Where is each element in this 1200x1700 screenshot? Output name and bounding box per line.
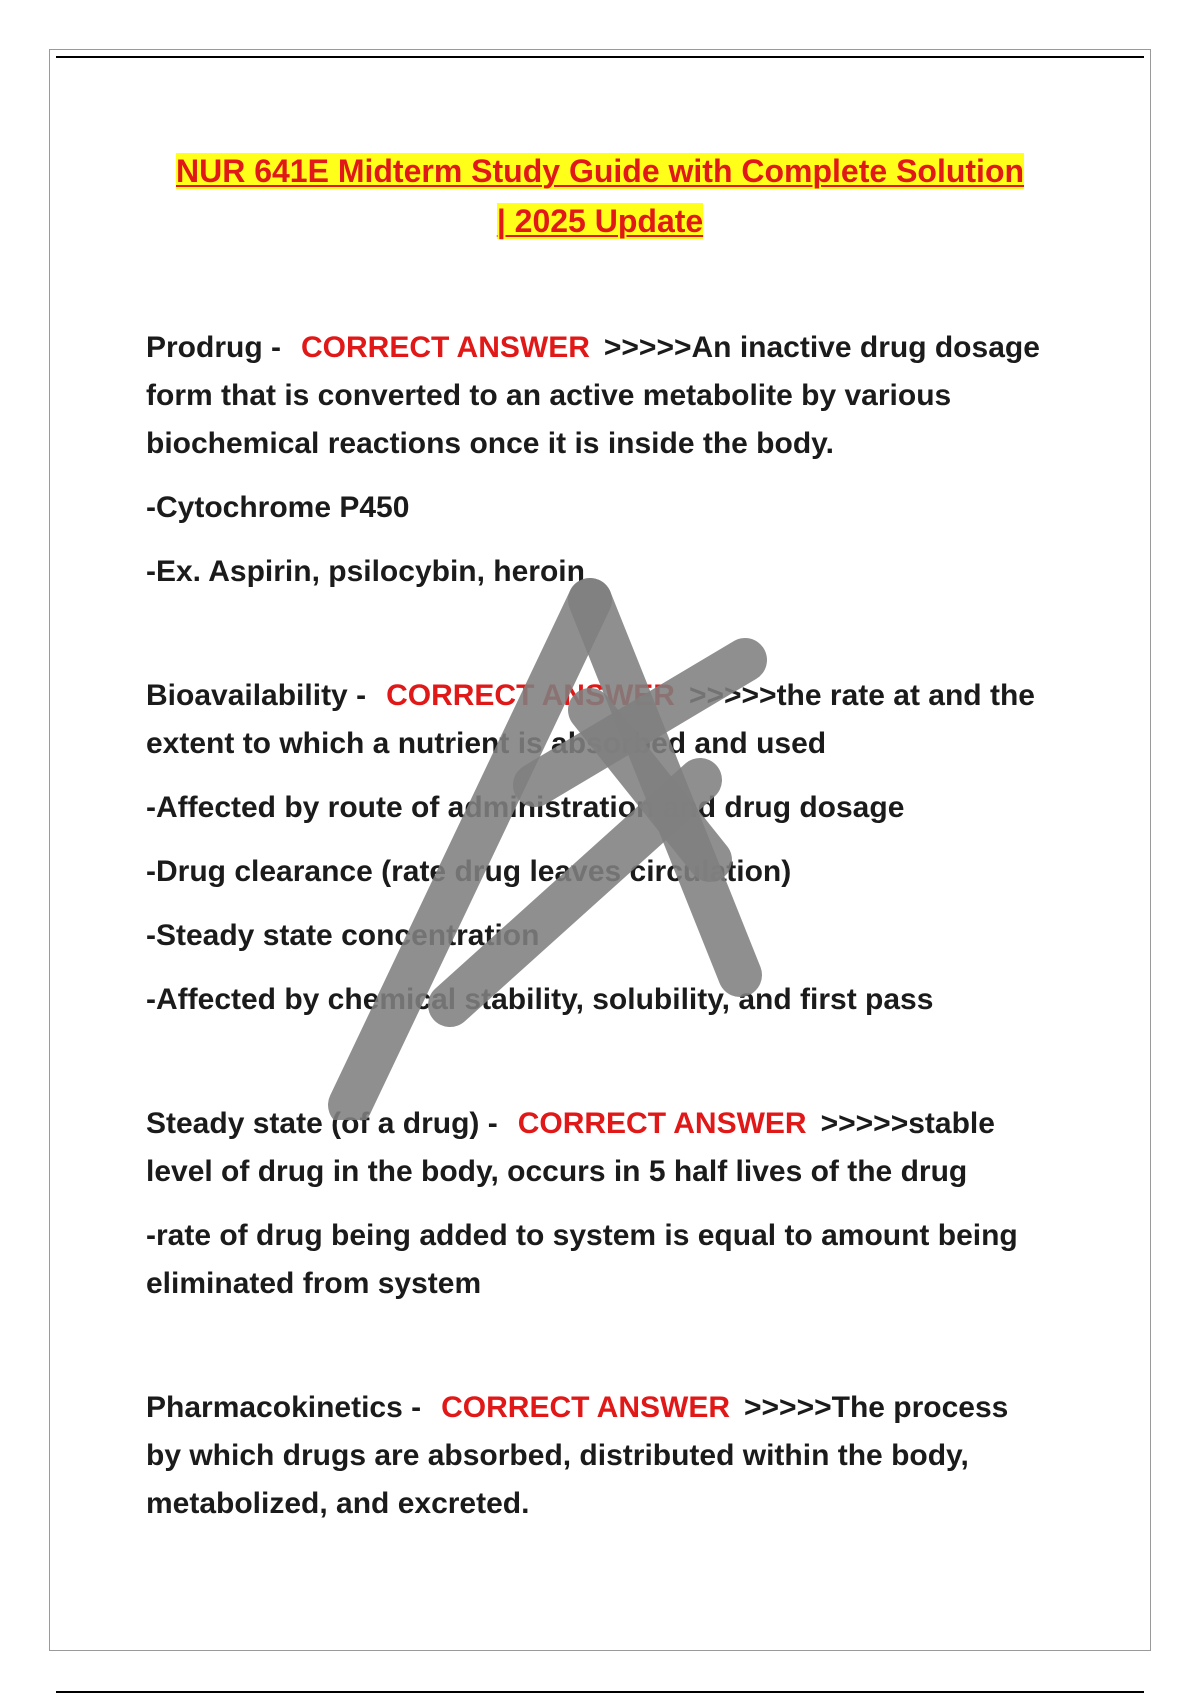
- note: -Affected by route of administration and drug dosage: [146, 791, 905, 824]
- note: -Cytochrome P450: [146, 491, 410, 524]
- top-rule: [56, 56, 1144, 58]
- term: Bioavailability -: [146, 679, 367, 712]
- note: -Drug clearance (rate drug leaves circulation): [146, 855, 792, 888]
- definition: >>>>>the rate at and the extent to which a nutrient is absorbed and used: [146, 679, 1035, 760]
- entry-main: [146, 1384, 1046, 1528]
- entry-bioavailability: [146, 672, 1046, 1024]
- correct-answer-label: CORRECT ANSWER: [441, 1391, 731, 1424]
- entry-pharmacokinetics: [146, 1384, 1046, 1528]
- note: -rate of drug being added to system is equal to amount being eliminated from system: [146, 1219, 1018, 1300]
- note: -Affected by chemical stability, solubility, and first pass: [146, 983, 934, 1016]
- title-line-2: | 2025 Update: [496, 203, 704, 239]
- term: Prodrug -: [146, 331, 281, 364]
- definition: >>>>>stable level of drug in the body, occurs in 5 half lives of the drug: [146, 1107, 995, 1188]
- correct-answer-label: CORRECT ANSWER: [517, 1107, 807, 1140]
- title-line-1: NUR 641E Midterm Study Guide with Complete Solution: [175, 153, 1025, 189]
- entry-main: [146, 324, 1046, 468]
- term: Pharmacokinetics -: [146, 1391, 422, 1424]
- entry-prodrug: [146, 324, 1046, 596]
- note: -Steady state concentration: [146, 919, 540, 952]
- term: Steady state (of a drug) -: [146, 1107, 498, 1140]
- entry-steady-state: [146, 1100, 1046, 1308]
- study-guide-content: [146, 324, 1046, 1528]
- entry-main: [146, 672, 1046, 768]
- definition: >>>>>The process by which drugs are absorbed, distributed within the body, metabolized, and excreted.: [146, 1391, 1009, 1520]
- entry-main: [146, 1100, 1046, 1196]
- document-title: [140, 146, 1060, 246]
- correct-answer-label: CORRECT ANSWER: [386, 679, 675, 712]
- definition: >>>>>An inactive drug dosage form that is converted to an active metabolite by various biochemical reactions once it is inside the body.: [146, 331, 1040, 460]
- correct-answer-label: CORRECT ANSWER: [301, 331, 590, 364]
- bottom-rule: [56, 1691, 1144, 1693]
- note: -Ex. Aspirin, psilocybin, heroin: [146, 555, 585, 588]
